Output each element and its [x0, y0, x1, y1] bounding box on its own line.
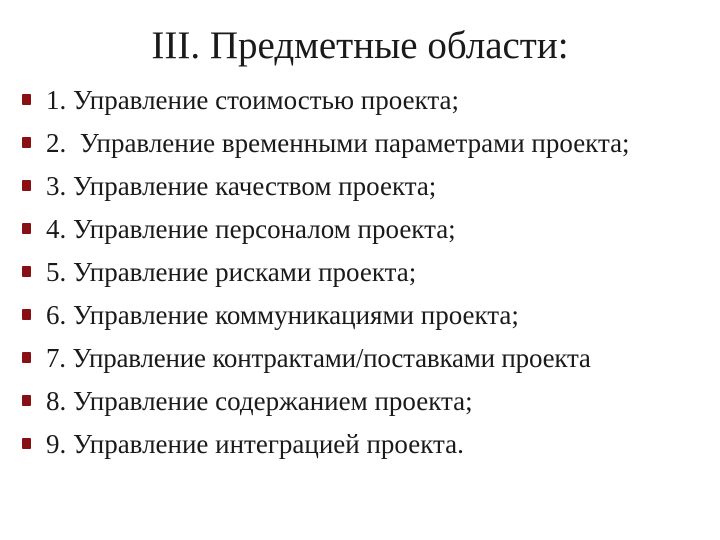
list-item	[22, 426, 712, 462]
bullet-icon	[22, 383, 31, 419]
bullet-icon	[22, 168, 31, 204]
bullet-icon	[22, 125, 31, 161]
list-item	[22, 125, 712, 161]
list-item-text: 1. Управление стоимостью проекта;	[46, 85, 459, 115]
list-item	[22, 254, 712, 290]
list-item-text: 9. Управление интеграцией проекта.	[46, 429, 464, 459]
list-item-text: 4. Управление персоналом проекта;	[46, 214, 456, 244]
list-item-text: 2. Управление временными параметрами проекта;	[46, 128, 630, 158]
list-item-text: 5. Управление рисками проекта;	[46, 257, 417, 287]
list-item-text: 3. Управление качеством проекта;	[46, 171, 437, 201]
list-item-text: 8. Управление содержанием проекта;	[46, 386, 473, 416]
bullet-icon	[22, 426, 31, 462]
list-item	[22, 211, 712, 247]
bullet-icon	[22, 211, 31, 247]
bullet-icon	[22, 254, 31, 290]
bullet-icon	[22, 297, 31, 333]
slide-title: III. Предметные области:	[151, 24, 569, 67]
list-item	[22, 82, 712, 118]
list-item	[22, 297, 712, 333]
list-item-text: 7. Управление контрактами/поставками проекта	[46, 343, 591, 373]
bullet-icon	[22, 82, 31, 118]
subject-areas-list	[22, 82, 712, 469]
list-item	[22, 340, 712, 376]
bullet-icon	[22, 340, 31, 376]
list-item	[22, 383, 712, 419]
list-item-text: 6. Управление коммуникациями проекта;	[46, 300, 519, 330]
list-item	[22, 168, 712, 204]
